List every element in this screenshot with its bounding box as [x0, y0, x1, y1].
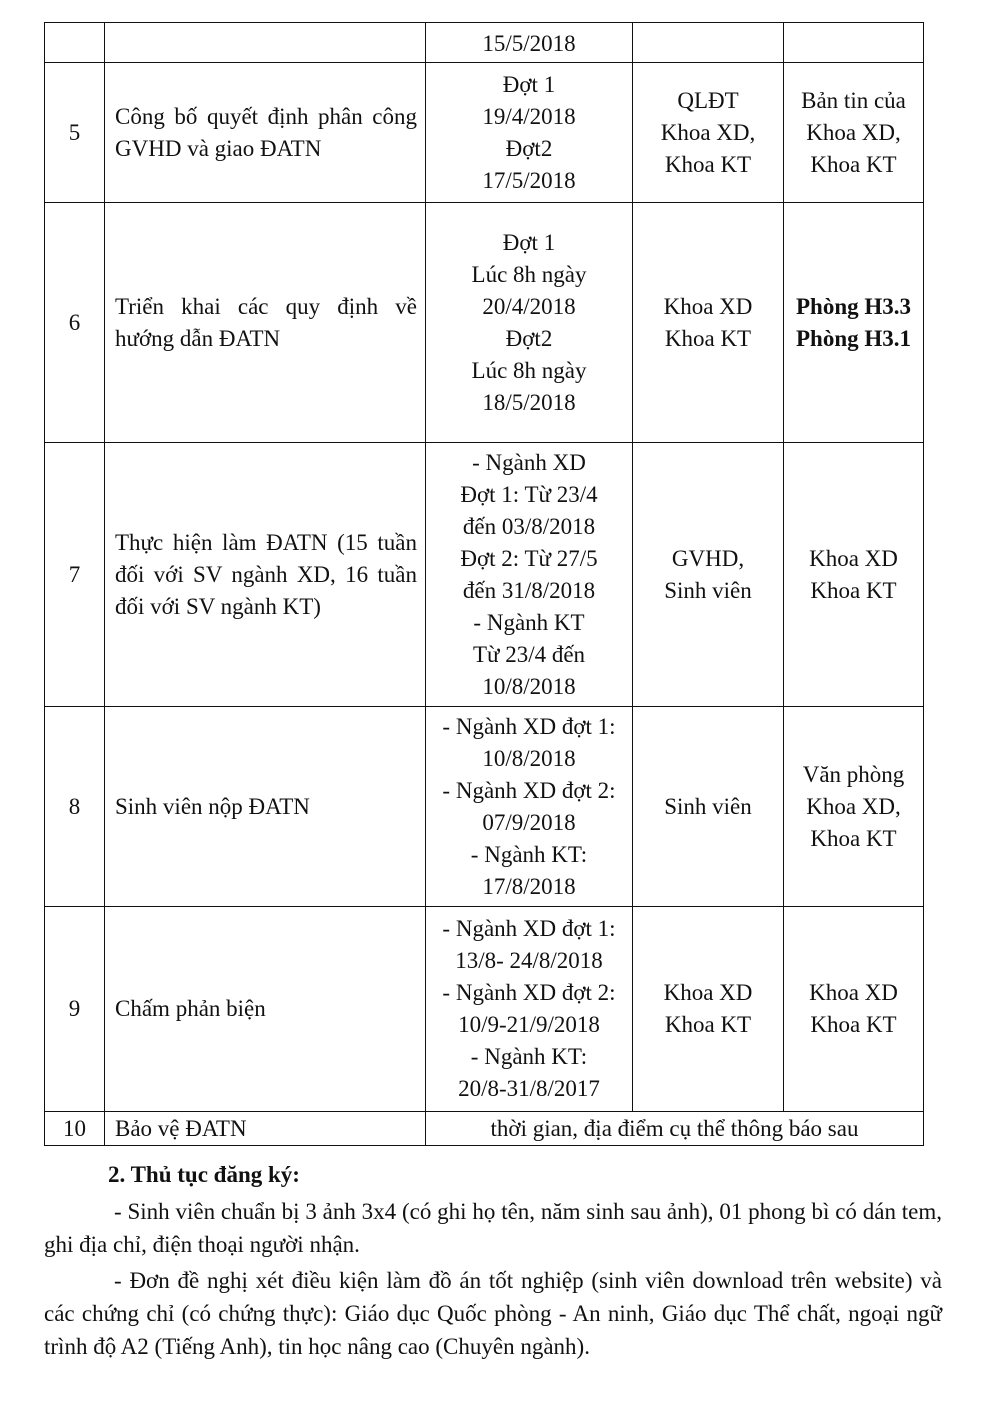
place-cell — [784, 63, 924, 203]
time-cell — [426, 707, 633, 907]
responsible-cell — [633, 443, 784, 707]
place-cell-line: Khoa KT — [810, 1012, 897, 1037]
task-cell: Bảo vệ ĐATN — [105, 1112, 426, 1146]
place-cell-line: Khoa XD, — [806, 793, 901, 819]
responsible-cell-line: Khoa KT — [664, 151, 752, 177]
paragraph-documents: - Đơn đề nghị xét điều kiện làm đồ án tốt nghiệp (sinh viên download trên website) và các chứng chỉ (có chứng thực): Giáo dục Quốc phòng - An ninh, Giáo dục Thể chất, ngoại ngữ trình độ A2 (Tiếng Anh), tin học nâng cao (Chuyên ngành). — [44, 1268, 942, 1359]
time-cell-line: - Ngành XD đợt 1: — [442, 916, 616, 941]
time-cell-line: - Ngành XD đợt 2: — [442, 777, 616, 803]
section-title: 2. Thủ tục đăng ký: — [108, 1162, 300, 1187]
responsible-cell-line: Khoa XD — [663, 293, 753, 319]
responsible-cell-line: GVHD, — [671, 545, 745, 571]
time-cell-line: 19/4/2018 — [482, 103, 576, 129]
place-cell-line: Văn phòng — [802, 761, 905, 787]
merged-note-cell: thời gian, địa điểm cụ thể thông báo sau — [426, 1112, 924, 1146]
row-number: 10 — [45, 1112, 105, 1146]
time-cell-line: Đợt 1: Từ 23/4 — [460, 481, 598, 507]
responsible-cell-line: Khoa XD, — [660, 119, 756, 145]
time-cell-line: Lúc 8h ngày — [471, 357, 587, 383]
time-cell-line: đến 31/8/2018 — [462, 577, 596, 603]
row-number: 7 — [45, 443, 105, 707]
task-cell: Triển khai các quy định về hướng dẫn ĐATN — [105, 203, 426, 443]
table-row — [45, 203, 924, 443]
row-number — [45, 23, 105, 63]
place-cell — [784, 907, 924, 1112]
responsible-cell-line: Khoa KT — [664, 325, 752, 351]
time-cell-line: Lúc 8h ngày — [471, 261, 587, 287]
time-cell-line: - Ngành XD đợt 2: — [442, 980, 616, 1005]
paragraph-photos: - Sinh viên chuẩn bị 3 ảnh 3x4 (có ghi họ tên, năm sinh sau ảnh), 01 phong bì có dán tem, ghi địa chỉ, điện thoại người nhận. — [44, 1199, 942, 1257]
task-cell: Công bố quyết định phân công GVHD và giao ĐATN — [105, 63, 426, 203]
time-cell-line: - Ngành KT — [473, 609, 585, 635]
task-cell: Thực hiện làm ĐATN (15 tuần đối với SV ngành XD, 16 tuần đối với SV ngành KT) — [105, 443, 426, 707]
place-cell-line: Khoa KT — [810, 151, 897, 177]
table-row — [45, 907, 924, 1112]
time-cell-line: 20/8-31/8/2017 — [458, 1076, 600, 1101]
place-cell — [784, 707, 924, 907]
time-cell-line: 07/9/2018 — [482, 809, 576, 835]
place-cell-line: Khoa XD, — [806, 119, 901, 145]
place-cell — [784, 23, 924, 63]
schedule-table — [44, 22, 924, 1146]
time-cell-line: 10/8/2018 — [482, 673, 576, 699]
responsible-cell — [633, 907, 784, 1112]
responsible-cell — [633, 707, 784, 907]
time-cell-line: Đợt 1 — [502, 71, 556, 97]
task-cell: Chấm phản biện — [105, 907, 426, 1112]
time-cell-line: 10/8/2018 — [482, 745, 576, 771]
time-cell — [426, 203, 633, 443]
time-cell — [426, 23, 633, 63]
responsible-cell — [633, 203, 784, 443]
time-cell-line: 15/5/2018 — [482, 31, 576, 56]
place-cell-line: Khoa XD — [809, 545, 898, 571]
time-cell-line: 13/8- 24/8/2018 — [455, 948, 603, 973]
time-cell-line: 17/8/2018 — [482, 873, 576, 899]
time-cell — [426, 907, 633, 1112]
time-cell-line: - Ngành KT: — [470, 1044, 588, 1069]
responsible-cell — [633, 63, 784, 203]
time-cell — [426, 63, 633, 203]
time-cell-line: 17/5/2018 — [482, 167, 576, 193]
responsible-cell-line: Sinh viên — [664, 577, 752, 603]
row-number: 6 — [45, 203, 105, 443]
table-row — [45, 707, 924, 907]
time-cell-line: 20/4/2018 — [482, 293, 576, 319]
time-cell-line: Đợt2 — [505, 135, 553, 161]
table-row — [45, 443, 924, 707]
task-cell: Sinh viên nộp ĐATN — [105, 707, 426, 907]
time-cell — [426, 443, 633, 707]
place-cell-line: Khoa KT — [810, 577, 897, 603]
responsible-cell-line: Khoa KT — [664, 1012, 752, 1037]
time-cell-line: đến 03/8/2018 — [462, 513, 596, 539]
table-row — [45, 23, 924, 63]
place-cell — [784, 203, 924, 443]
place-cell-line: Khoa XD — [809, 980, 898, 1005]
time-cell-line: 10/9-21/9/2018 — [458, 1012, 600, 1037]
row-number: 9 — [45, 907, 105, 1112]
time-cell-line: - Ngành XD — [472, 449, 586, 475]
responsible-cell — [633, 23, 784, 63]
time-cell-line: - Ngành KT: — [470, 841, 588, 867]
place-cell-line: Bản tin của — [801, 87, 906, 113]
time-cell-line: 18/5/2018 — [482, 389, 576, 415]
task-cell — [105, 23, 426, 63]
responsible-cell-line: QLĐT — [677, 87, 739, 113]
place-cell-line: Phòng H3.3 — [795, 293, 912, 319]
place-cell-line: Phòng H3.1 — [795, 325, 912, 351]
row-number: 8 — [45, 707, 105, 907]
responsible-cell-line: Khoa XD — [663, 980, 753, 1005]
table-row — [45, 63, 924, 203]
time-cell-line: Đợt 2: Từ 27/5 — [460, 545, 598, 571]
time-cell-line: Đợt2 — [505, 325, 553, 351]
responsible-cell-line: Sinh viên — [664, 793, 752, 819]
place-cell-line: Khoa KT — [810, 825, 897, 851]
row-number: 5 — [45, 63, 105, 203]
table-row — [45, 1112, 924, 1146]
time-cell-line: Từ 23/4 đến — [472, 641, 586, 667]
time-cell-line: - Ngành XD đợt 1: — [442, 713, 616, 739]
place-cell — [784, 443, 924, 707]
time-cell-line: Đợt 1 — [502, 229, 556, 255]
